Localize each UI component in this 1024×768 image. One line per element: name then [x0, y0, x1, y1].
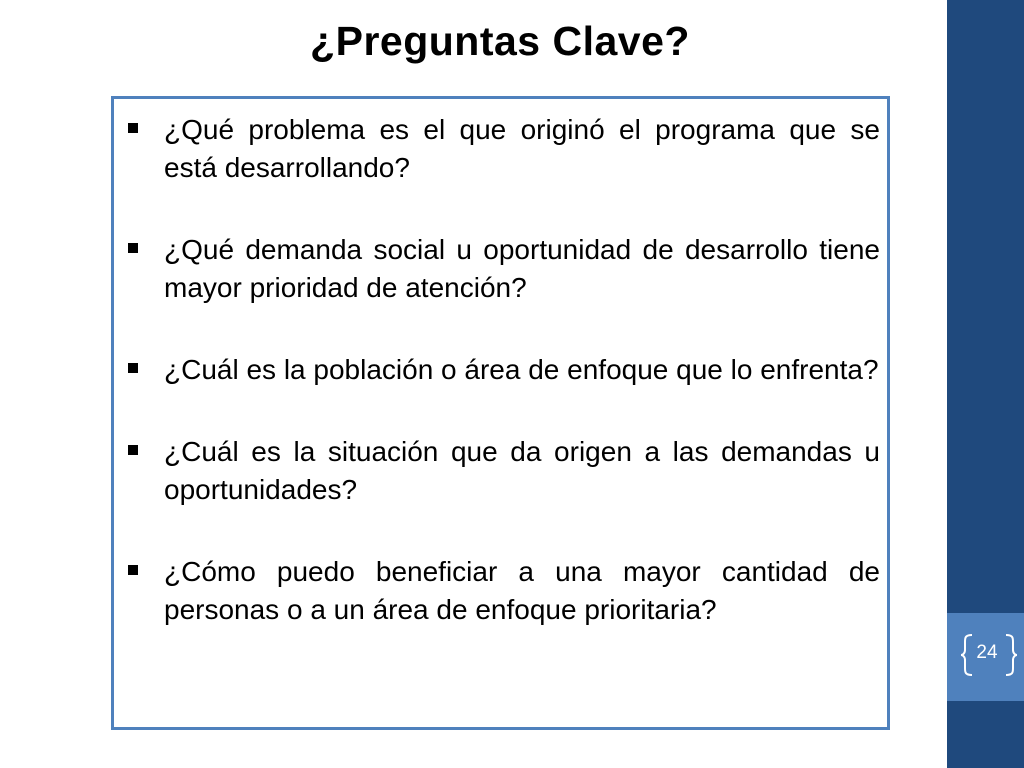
- page-number: 24: [976, 642, 998, 663]
- questions-box: [111, 96, 890, 730]
- square-bullet-icon: [128, 565, 138, 575]
- question-text: ¿Cuál es la situación que da origen a las demandas u oportunidades?: [164, 436, 880, 505]
- slide-title: ¿Preguntas Clave?: [310, 18, 690, 64]
- question-text: ¿Qué problema es el que originó el programa que se está desarrollando?: [164, 114, 880, 183]
- question-item: [128, 433, 880, 509]
- square-bullet-icon: [128, 243, 138, 253]
- question-item: [128, 111, 880, 187]
- page-number-badge: [960, 632, 1018, 678]
- question-item: [128, 231, 880, 307]
- question-list: [128, 111, 880, 629]
- question-text: ¿Qué demanda social u oportunidad de desarrollo tiene mayor prioridad de atención?: [164, 234, 880, 303]
- question-item: [128, 351, 880, 389]
- square-bullet-icon: [128, 445, 138, 455]
- square-bullet-icon: [128, 363, 138, 373]
- question-text: ¿Cómo puedo beneficiar a una mayor cantidad de personas o a un área de enfoque prioritaria?: [164, 556, 880, 625]
- question-text: ¿Cuál es la población o área de enfoque que lo enfrenta?: [164, 354, 879, 385]
- square-bullet-icon: [128, 123, 138, 133]
- question-item: [128, 553, 880, 629]
